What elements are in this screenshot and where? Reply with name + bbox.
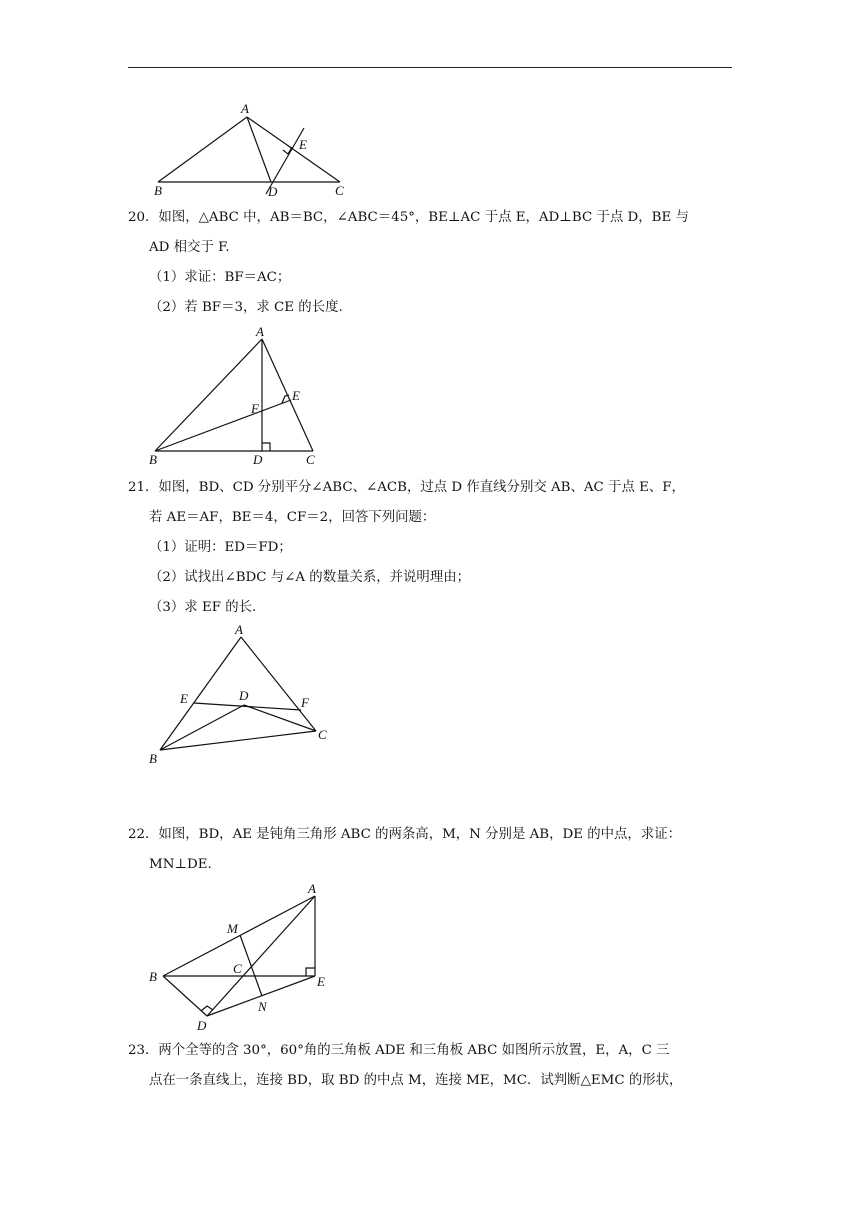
right-angle-mark-d: [201, 1006, 213, 1011]
label-b: B: [149, 751, 157, 766]
label-n: N: [258, 999, 267, 1014]
question-20: [128, 203, 734, 323]
q23-stem-line2: 点在一条直线上，连接 BD，取 BD 的中点 M，连接 ME，MC．试判断△EMC 的形状，: [149, 1073, 683, 1088]
q20-part2: （2）若 BF＝3，求 CE 的长度.: [149, 300, 343, 315]
segment-mn: [240, 935, 262, 996]
label-d: D: [239, 688, 249, 703]
label-d: D: [197, 1018, 207, 1033]
right-angle-mark-e: [306, 968, 315, 976]
q21-part1: （1）证明：ED＝FD；: [149, 540, 292, 555]
q20-stem-line2: AD 相交于 F.: [149, 240, 230, 255]
label-c: C: [335, 183, 344, 198]
q22-stem-line2: MN⊥DE.: [149, 857, 212, 872]
label-e: E: [180, 691, 188, 706]
q21-stem-line1: 21．如图，BD、CD 分别平分∠ABC、∠ACB，过点 D 作直线分别交 AB、AC 于点 E、F，: [128, 480, 685, 495]
question-22: [128, 820, 734, 880]
q20-stem-line1: 20．如图，△ABC 中，AB＝BC，∠ABC＝45°，BE⊥AC 于点 E，AD⊥BC 于点 D，BE 与: [128, 210, 689, 225]
label-a: A: [241, 101, 249, 116]
label-m: M: [227, 921, 238, 936]
label-d: D: [253, 452, 263, 467]
q22-stem-line1: 22．如图，BD，AE 是钝角三角形 ABC 的两条高，M，N 分别是 AB，DE 的中点，求证：: [128, 827, 681, 842]
label-f: F: [251, 401, 259, 416]
segment-ab: [158, 117, 247, 182]
label-e: E: [299, 137, 307, 152]
label-e: E: [292, 388, 300, 403]
label-e: E: [317, 974, 325, 989]
label-c: C: [233, 961, 242, 976]
figure-q21: [144, 620, 340, 770]
header-rule: [128, 67, 732, 68]
label-b: B: [149, 452, 157, 467]
label-a: A: [256, 324, 264, 339]
q21-part3: （3）求 EF 的长.: [149, 600, 257, 615]
label-a: A: [308, 881, 316, 896]
q20-part1: （1）求证：BF＝AC；: [149, 270, 291, 285]
right-angle-mark-d: [262, 443, 270, 451]
label-b: B: [149, 969, 157, 984]
figure-q22: [144, 876, 334, 1034]
label-a: A: [235, 622, 243, 637]
label-f: F: [301, 695, 309, 710]
segment-ab: [160, 637, 241, 750]
segment-bc: [160, 731, 316, 750]
segment-ac: [247, 117, 340, 182]
segment-ad: [207, 896, 315, 1016]
segment-ad: [247, 117, 271, 182]
figure-q20: [146, 324, 326, 466]
label-c: C: [318, 727, 327, 742]
question-21: [128, 473, 734, 623]
segment-bd: [160, 705, 244, 750]
figure-q19: [150, 98, 360, 202]
segment-bd: [163, 976, 207, 1016]
q21-part2: （2）试找出∠BDC 与∠A 的数量关系，并说明理由；: [149, 570, 470, 585]
question-23: [128, 1036, 734, 1096]
label-b: B: [154, 183, 162, 198]
q21-stem-line2: 若 AE＝AF，BE＝4，CF＝2，回答下列问题：: [149, 510, 436, 525]
label-d: D: [268, 184, 278, 199]
segment-ab: [155, 339, 262, 451]
q23-stem-line1: 23．两个全等的含 30°，60°角的三角板 ADE 和三角板 ABC 如图所示放置，E，A，C 三: [128, 1043, 670, 1058]
label-c: C: [306, 452, 315, 467]
